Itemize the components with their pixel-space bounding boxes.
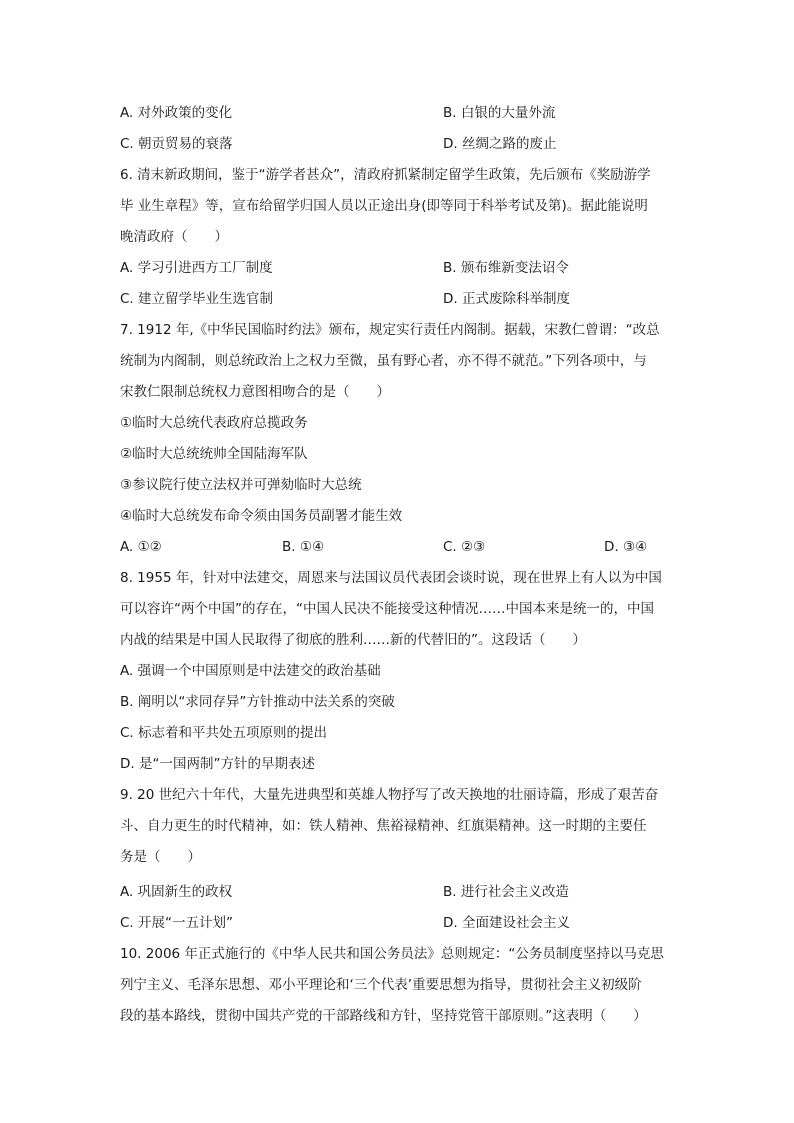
q7-stem-line: 统制为内阁制，则总统政治上之权力至微，虽有野心者，亦不得不就范。”下列各项中，与 <box>120 353 647 369</box>
q10-stem-line: 10. 2006 年正式施行的《中华人民共和国公务员法》总则规定：“公务员制度坚持以马克思 <box>120 946 664 962</box>
q6-stem-line: 6. 清末新政期间，鉴于“游学者甚众”，清政府抓紧制定留学生政策，先后颁布《奖励游学 <box>120 167 651 183</box>
q9-option-d: D. 全面建设社会主义 <box>443 915 570 931</box>
q6-option-b: B. 颁布维新变法诏令 <box>443 260 569 276</box>
q6-stem-line: 毕 业生章程》等，宣布给留学归国人员以正途出身(即等同于科举考试及第)。据此能说明 <box>120 198 648 214</box>
q9-option-c: C. 开展“一五计划” <box>120 915 233 931</box>
q5-option-a: A. 对外政策的变化 <box>120 105 233 121</box>
q7-stem-line: 宋教仁限制总统权力意图相吻合的是（ ） <box>120 384 390 400</box>
q7-option-d: D. ③④ <box>604 539 648 555</box>
q7-option-a: A. ①② <box>120 539 162 555</box>
q7-stem-line: 7. 1912 年,《中华民国临时约法》颁布，规定实行责任内阁制。据载，宋教仁曾谓：“改总 <box>120 322 660 338</box>
q8-option-c: C. 标志着和平共处五项原则的提出 <box>120 725 328 741</box>
q8-stem-line: 内战的结果是中国人民取得了彻底的胜利……新的代替旧的”。这段话（ ） <box>120 632 586 648</box>
q7-option-b: B. ①④ <box>282 539 325 555</box>
q5-option-b: B. 白银的大量外流 <box>443 105 556 121</box>
q9-option-b: B. 进行社会主义改造 <box>443 884 569 900</box>
q6-stem-line: 晚清政府（ ） <box>120 229 228 245</box>
q6-option-a: A. 学习引进西方工厂制度 <box>120 260 273 276</box>
q10-stem-line: 段的基本路线，贯彻中国共产党的干部路线和方针，坚持党管干部原则。”这表明（ ） <box>120 1008 647 1024</box>
q8-option-a: A. 强调一个中国原则是中法建交的政治基础 <box>120 663 381 679</box>
q8-option-b: B. 阐明以“求同存异”方针推动中法关系的突破 <box>120 694 395 710</box>
q8-stem-line: 8. 1955 年，针对中法建交，周恩来与法国议员代表团会谈时说，现在世界上有人以为中国 <box>120 570 662 586</box>
q10-stem-line: 列宁主义、毛泽东思想、邓小平理论和‘三个代表’重要思想为指导，贯彻社会主义初级阶 <box>120 977 642 993</box>
q7-item: ③参议院行使立法权并可弹劾临时大总统 <box>120 477 362 493</box>
q5-option-d: D. 丝绸之路的废止 <box>443 136 557 152</box>
q6-option-d: D. 正式废除科举制度 <box>443 291 570 307</box>
q9-option-a: A. 巩固新生的政权 <box>120 884 233 900</box>
q7-option-c: C. ②③ <box>443 539 486 555</box>
q7-item: ①临时大总统代表政府总揽政务 <box>120 415 308 431</box>
q6-option-c: C. 建立留学毕业生选官制 <box>120 291 274 307</box>
q9-stem-line: 务是（ ） <box>120 849 201 865</box>
q7-item: ②临时大总统统帅全国陆海军队 <box>120 446 308 462</box>
q8-option-d: D. 是“一国两制”方针的早期表述 <box>120 756 315 772</box>
q9-stem-line: 斗、自力更生的时代精神，如：铁人精神、焦裕禄精神、红旗渠精神。这一时期的主要任 <box>120 818 647 834</box>
q9-stem-line: 9. 20 世纪六十年代，大量先进典型和英雄人物抒写了改天换地的壮丽诗篇，形成了艰苦奋 <box>120 787 659 803</box>
q7-item: ④临时大总统发布命令须由国务员副署才能生效 <box>120 508 403 524</box>
q5-option-c: C. 朝贡贸易的衰落 <box>120 136 233 152</box>
q8-stem-line: 可以容许“两个中国”的存在，“中国人民决不能接受这种情况……中国本来是统一的，中国 <box>120 601 654 617</box>
